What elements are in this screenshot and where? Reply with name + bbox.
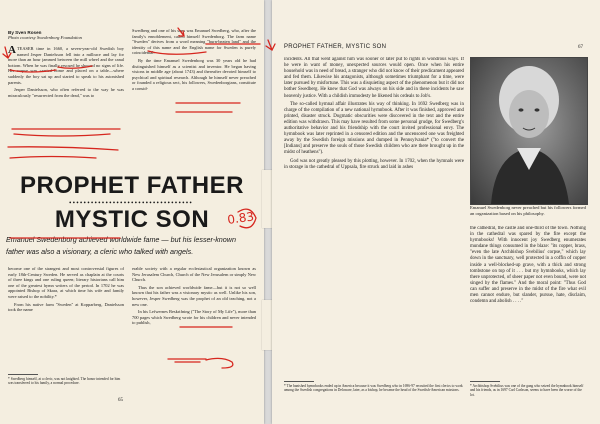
footnote: * Archbishop Svebilius was one of the gang who seized the hymnbook himself and his friends, as in 1697 Carl Carlsson, seems to have been the worse of the lot.: [470, 384, 584, 397]
paragraph: In his Lefwernes Beskrifning ("The Story of My Life"), more than 700 pages which Swedberg wrote for his children and never intended to publish,: [132, 309, 256, 326]
right-page: [272, 0, 600, 424]
paragraph: From his native farm "Sweden" at Kopparberg, Danielsson took the name: [8, 301, 124, 313]
photo-caption: Emanuel Swedenborg never preached but his followers formed an organization based on his philosophy.: [470, 205, 586, 216]
portrait-photo: [470, 57, 588, 205]
paragraph: God was not greatly pleased by this plotting, however. In 1702, when the hymnals were in storage in the cathedral of Uppsala, fire struck and laid in ashes: [284, 158, 464, 170]
footnote: * Swedberg himself, at a cleric, was not knighted. The honor intended for him was transferred to his family, a normal procedure.: [8, 377, 121, 386]
paragraph: Thus the son achieved worldwide fame—but it is not so well known that his father was a visionary mystic as well. Unlike his son, however, Jesper Swedberg was the prophet of an old teaching, not a new one.: [132, 284, 256, 307]
page-number: 67: [578, 45, 583, 50]
footnote: * The banished hymnbooks ended up in America because it was Swedberg who in 1696-97 recruited the first clerics to work among the Swedish congregations in Delaware, later, as a bishop, he became the head of the Swedish-American missions.: [284, 384, 463, 393]
headline-line-1: PROPHET FATHER: [20, 172, 244, 199]
paragraph: The so-called hymnal affair illustrates his way of thinking. In 1692 Swedberg was in charge of the compilation of a new national hymnbook. After it was finished, approved and printed, disaster struck. Dogmatic obscurities were discovered in the text and the entire edition was withdrawn. This may have resulted from some personal grudge, for Swedberg's authoritative behavior and his friendship with the court invited professional envy. The hymnbook was later reprinted in a censored edition and the uncensored one was freighted away by the Swedish foreign missions and dumped in Pennsylvania* ("to convert the [Indians] and preserve the souls of those Swedish children who are there brought up in the midst of heathens").: [284, 101, 464, 156]
footnote-rule: [8, 374, 38, 375]
deck-subtitle: [6, 234, 256, 258]
running-head: PROPHET FATHER, MYSTIC SON: [284, 44, 387, 50]
paragraph: Jesper Danielsson, who often referred to the way he was miraculously "resurrected from the dead," was to: [8, 87, 124, 98]
page-number: 65: [118, 398, 123, 403]
left-column-3: [8, 266, 124, 370]
portrait-figure: [471, 58, 587, 204]
paragraph: the cathedral, the castle and one-third of the town. Nothing in the cathedral was spared by the fire except the hymnbooks! With innocent joy Swedberg enumerates mundane things consumed in the blaze: "its copper, brass, "even the late Archbishop Svebilius' corpse," which lay down in the sanctuary, well protected in a coffin of copper inside a well-blocked-up grave, with a thick and strong tombstone on top of it . . . but my hymnbooks, which lay there unprotected, of sheer paper not even bound, were not singed by the flames." And the moral point: "Thus God can suffer and preserve in the midst of the fire what evil men cannot endure, but slander, pursue, hate, disclaim, condemn and abolish . . . .": [470, 226, 586, 305]
left-column-4: [132, 266, 256, 382]
photo-credit: Photo courtesy Swedenborg Foundation: [8, 35, 82, 41]
paragraph: By the time Emanuel Swedenborg was 30 years old he had distinguished himself as a scientist and inventor. He began having visions in middle age (about 1743) and thereafter devoted himself to psychical and spiritual research. Although he himself never preached or founded a religious sect, his followers, Swedenborgians, constitute a consid-: [132, 57, 256, 91]
right-column-2: [470, 226, 586, 376]
right-column-1: [284, 57, 464, 377]
deck-line-1: Emanuel Swedenborg achieved worldwide fame — but his lesser-known: [6, 235, 236, 244]
headline-line-2: MYSTIC SON: [54, 206, 210, 233]
handwritten-note: 0.83: [226, 209, 255, 227]
paragraph: A TEASER time in 1660, a seven-year-old Swedish boy named Jesper Danielsson fell into a millrace and lay for more than an hour jammed between the mill wheel and the canal bottom. When he was finally rescued he showed no signs of life. His corpse was carried home and placed on a table—where suddenly the boy sat up and started to speak to his astonished parents.: [8, 46, 124, 85]
left-page: [0, 0, 264, 424]
paragraph: erable society with a regular ecclesiastical organization known as New Jerusalem Church, Church of the New Jerusalem or simply New Church.: [132, 266, 256, 283]
footnote-rule: [284, 381, 314, 382]
paragraph: Swedberg and one of his sons was Emanuel Swedberg, who, after the family's ennoblement, called himself Swedenborg. The farm name "Sweden" derives from a word meaning "burn-beaten land" and the identity of this name and the English name for Sweden is purely coincidental.: [132, 28, 256, 56]
byline: [8, 30, 82, 41]
footnote-rule: [470, 381, 500, 382]
deck-line-2: father was also a visionary, a cleric who talked with angels.: [6, 247, 194, 256]
dotted-rule: ••••••••••••••••••••••••••••••••••: [68, 200, 194, 207]
paragraph: become one of the strangest and most controversial figures of early 18th-Century Sweden. He served as chaplain at the courts of three kings and one ruling queen; literary historians call him one of the greatest hymn writers of the period. In 1702 he was appointed Bishop of Skara, at which time his wife and family were raised to the nobility.*: [8, 266, 124, 299]
drop-cap: A: [8, 46, 16, 56]
left-column-1: [8, 46, 124, 166]
byline-author: By Sven Rosen: [8, 30, 42, 35]
paragraph: incidents. All that went against him was sooner or later put to rights in wondrous ways. If he were in want of money, unexpected sources would open. Once when his entire household was in need of bread, a stranger who did not know of their predicament appeared and fed them. Likewise his antagonists, although sometimes triumphant for a time, were later pursued by misfortune. This was a disquieting aspect of the phenomenon but it did not bother Swedberg. He knew that God was always on his side and in these incidents he saw heavenly justice. With a childish immodesty he likened his ordeals to Job's.: [284, 57, 464, 99]
left-column-2: [132, 28, 256, 168]
